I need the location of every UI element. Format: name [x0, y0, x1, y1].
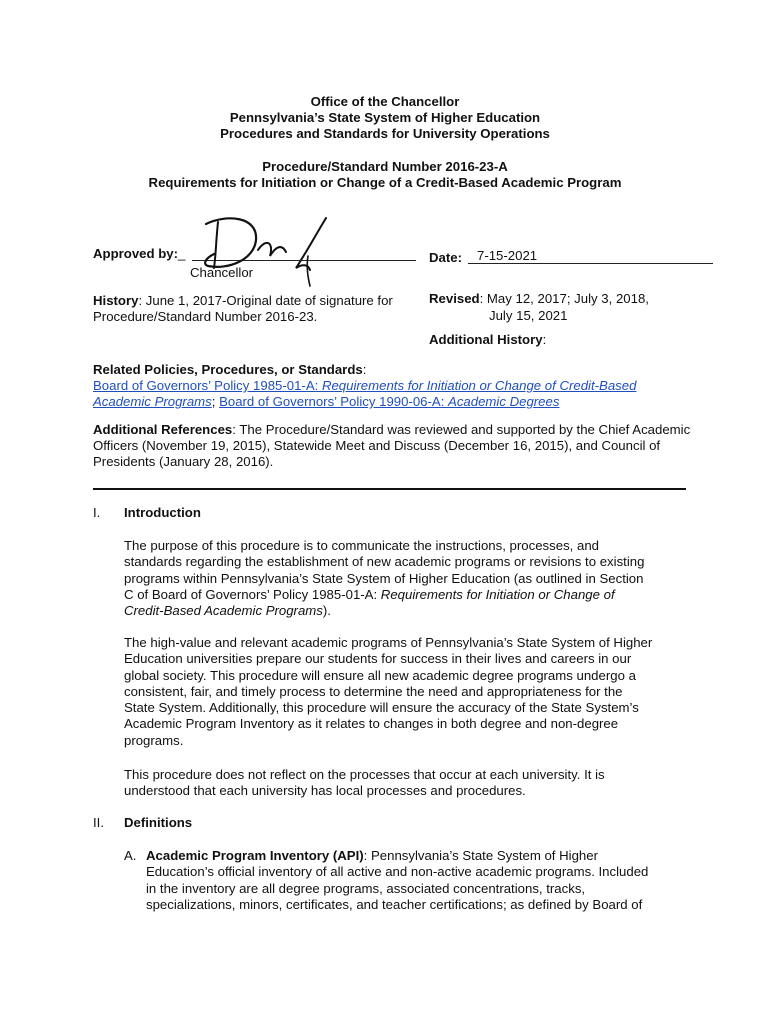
procedures-title: Procedures and Standards for University Operations	[220, 126, 550, 141]
section-2-number: II.	[93, 815, 104, 830]
additional-refs-line3: Presidents (January 28, 2016).	[93, 454, 274, 469]
additional-refs-line1: Additional References: The Procedure/Standard was reviewed and supported by the Chief Academic	[93, 422, 691, 437]
related-link-line1	[93, 378, 636, 394]
history-line1: History: June 1, 2017-Original date of signature for	[93, 293, 393, 308]
date-label: Date:	[429, 250, 462, 265]
related-policies-label: Related Policies, Procedures, or Standards:	[93, 362, 367, 377]
procedure-number: Procedure/Standard Number 2016-23-A	[262, 159, 508, 174]
intro-paragraph-2: The high-value and relevant academic programs of Pennsylvania’s State System of Higher Education universities prepare our students for success in their lives and careers in our global society. This procedure will ensure all new academic degree programs undergo a consistent, fair, and timely process to determine the need and appropriateness for the State System. Additionally, this procedure will ensure the accuracy of the State System’s Academic Program Inventory as it relates to changes in both degree and non-degree programs.	[124, 635, 653, 748]
intro-paragraph-3: This procedure does not reflect on the processes that occur at each university. It is understood that each university has local processes and procedures.	[124, 767, 605, 799]
additional-history: Additional History:	[429, 332, 547, 347]
revised-line1: Revised: May 12, 2017; July 3, 2018,	[429, 291, 649, 306]
policy-1990-link[interactable]: Board of Governors’ Policy 1990-06-A: Academic Degrees	[219, 394, 560, 409]
procedure-title: Requirements for Initiation or Change of a Credit-Based Academic Program	[148, 175, 622, 190]
additional-refs-line2: Officers (November 19, 2015), Statewide Meet and Discuss (December 16, 2015), and Council of	[93, 438, 661, 453]
revised-line2: July 15, 2021	[489, 308, 568, 323]
section-1-number: I.	[93, 505, 101, 520]
definition-a-text: Academic Program Inventory (API): Pennsylvania’s State System of Higher Education’s official inventory of all active and non-active academic programs. Included in the inventory are all degree programs, associated concentrations, tracks, specializations, minors, certificates, and teacher certifications; as defined by Board of	[146, 848, 649, 912]
office-title: Office of the Chancellor	[310, 94, 460, 109]
date-line	[468, 263, 713, 264]
definition-a-label: A.	[124, 848, 137, 863]
intro-paragraph-1: The purpose of this procedure is to communicate the instructions, processes, and standards regarding the establishment of new academic programs or revisions to existing programs within Pennsylvania’s State System of Higher Education (as outlined in Section C of Board of Governors’ Policy 1985-01-A: Requirements for Initiation or Change of Credit-Based Academic Programs).	[124, 538, 645, 619]
policy-1985-link-cont[interactable]: Academic Programs	[93, 394, 212, 409]
approved-by-label: Approved by:_	[93, 246, 186, 261]
section-2-title: Definitions	[124, 815, 193, 830]
section-1-title: Introduction	[124, 505, 201, 520]
date-value: 7-15-2021	[477, 248, 538, 263]
section-divider	[93, 488, 686, 490]
history-line2: Procedure/Standard Number 2016-23.	[93, 309, 318, 324]
related-link-line2: Academic Programs; Board of Governors’ Policy 1990-06-A: Academic Degrees	[93, 394, 560, 409]
policy-1985-link[interactable]: Board of Governors’ Policy 1985-01-A: Requirements for Initiation or Change of Credit-Based	[93, 378, 637, 393]
chancellor-label: Chancellor	[190, 265, 254, 280]
system-title: Pennsylvania’s State System of Higher Education	[229, 110, 541, 125]
